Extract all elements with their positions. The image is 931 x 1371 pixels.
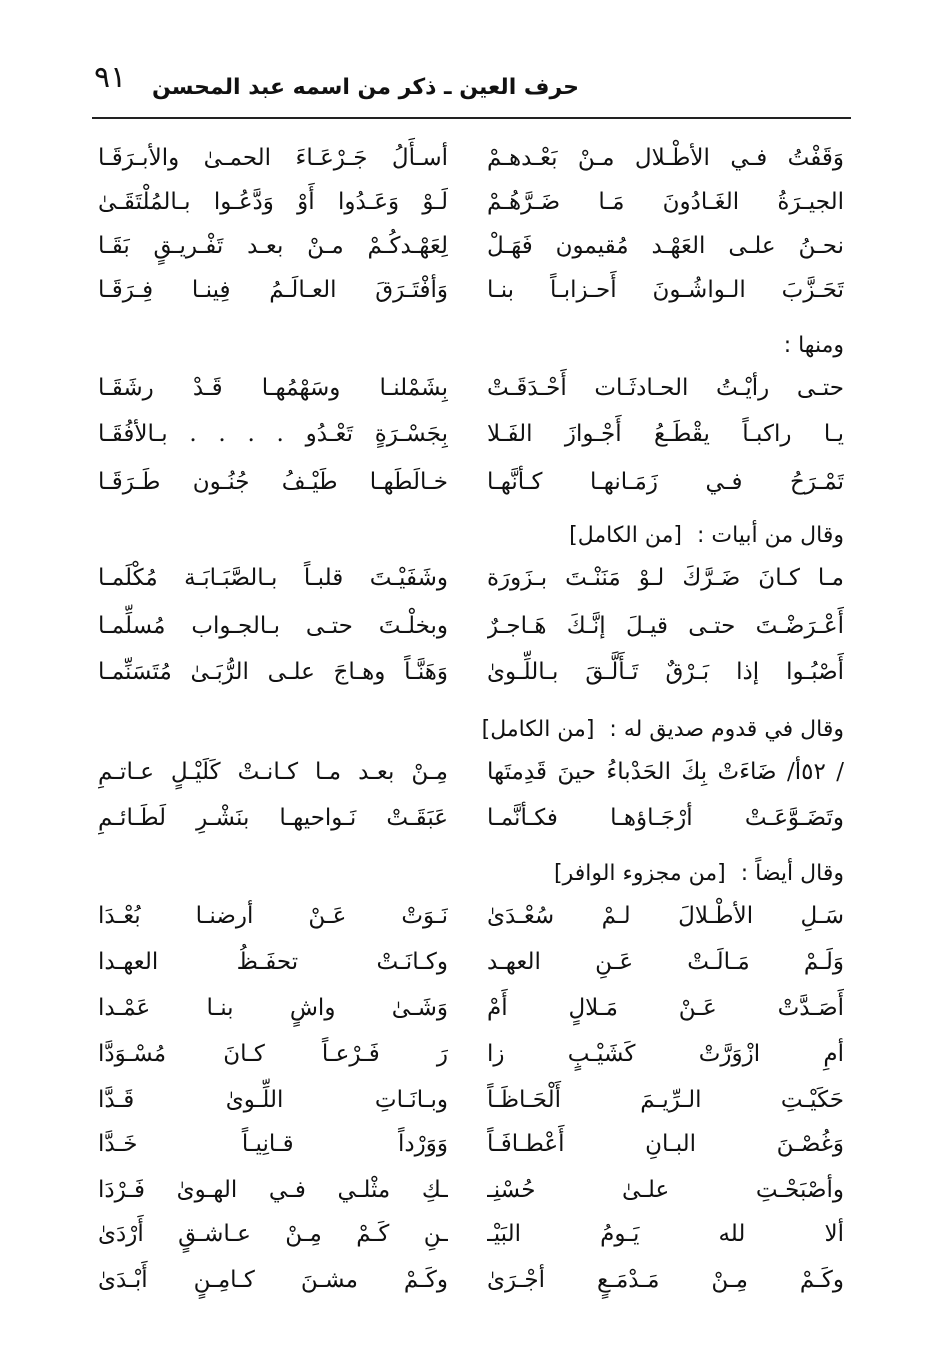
verse-second-hemistich: رَ فَـرْعـاً كـانَ مُسْـوَدَّا [98,1041,448,1067]
page-number: ٩١ [94,60,127,95]
verse-first-hemistich: سَـلِ الأطْـلالَ لـمْ سُعْـدَىٰ [487,903,844,929]
verse-second-hemistich: وَأفْتَـرَقَ العـالَـمُ فِينـا فِـرَقَـا [98,277,448,303]
verse-line [0,604,931,648]
heading-text: وقال في قدوم صديق له : [609,717,844,742]
verse-line [0,556,931,600]
verse-first-hemistich: تَمْـرَحُ فـي زَمَـانهـا كـأنَّهـا [487,469,844,495]
verse-first-hemistich: تَحَـزَّبَ الـواشُـونَ أَحـزابـاً بنـا [487,277,844,303]
verse-first-hemistich: أَصْبُـوا إذا بَـرْقٌ تَـأَلَّـقَ بـاللِّـوىٰ [487,659,844,685]
verse-first-hemistich: وَغُصْـنَ البـانِ أَعْطـافَـاً [487,1131,844,1157]
header-rule [92,117,851,119]
verse-second-hemistich: وشَفَيْـتَ قلبـاً بـالصَّبَـابَـة مُكْلَمـا [98,565,448,591]
verse-second-hemistich: وبـانَـاتِ اللِّـوىٰ قَـدَّا [98,1087,448,1113]
verse-second-hemistich: ـنِ كَـمْ مِـنْ عـاشـقٍ أَرْدَىٰ [98,1221,448,1247]
running-title: حرف العين ـ ذكر من اسمه عبد المحسن [152,75,579,100]
verse-first-hemistich: وكَـمْ مِـنْ مَـدْمَـعٍ أجْـرَىٰ [487,1267,844,1293]
verse-first-hemistich: أَصَـدَّتْ عَـنْ مَـلالٍ أَمْ [487,995,844,1021]
verse-line [0,894,931,938]
verse-first-hemistich: يـا راكبـاً يقْطَـعُ أَجْـوازَ الفَـلا [487,421,844,447]
verse-line [0,180,931,224]
verse-second-hemistich: وَوَرْداً قـانِيـاً خَـدَّا [98,1131,448,1157]
verse-first-hemistich: نحـنُ علـى العَهْـد مُقيمون فَهَـلْ [487,233,844,259]
verse-line [0,1168,931,1212]
meter-label: [من الكامل] [481,717,595,742]
section-heading [244,324,844,368]
verse-first-hemistich: وَقَفْتُ فـي الأطْـلال مـنْ بَعْـدهـمْ [487,145,844,171]
verse-line [0,1212,931,1256]
verse-line [0,1078,931,1122]
verse-first-hemistich: وتَضَـوَّعَـتْ أرْجَـاؤهـا فكـأنَّمـا [487,805,844,831]
verse-second-hemistich: أسـأَلُ جَـرْعَـاءَ الحمـىٰ والأبـرَقَـا [98,145,448,171]
verse-line [0,268,931,312]
verse-line [0,1032,931,1076]
verse-line [0,1122,931,1166]
verse-line [0,796,931,840]
verse-line [0,940,931,984]
heading-text: وقال أيضاً : [740,861,844,886]
verse-second-hemistich: وَهَنَّـاً وهـاجَ علـى الرُّبَـىٰ مُتَسَنِّمـا [98,659,448,685]
verse-first-hemistich: وَلَـمْ مَـالَـتْ عَـنِ العهـد [487,949,844,975]
verse-line [0,412,931,456]
verse-line [0,460,931,504]
verse-first-hemistich: أَعْـرَضْـتَ حتـى قيـلَ إنَّـكَ هَـاجـرٌ [487,613,844,639]
meter-label: [من الكامل] [569,523,682,548]
verse-first-hemistich: مـا كـانَ ضَـرَّكَ لـوْ مَنَنْـتَ بـزَورَة [487,565,844,591]
verse-first-hemistich: الجيـرَةُ الغَـادُونَ مَـا ضَـرَّهُـمْ [487,189,844,215]
verse-second-hemistich: وبخلْـتَ حتـى بـالجـواب مُسلِّمـا [98,613,448,639]
verse-second-hemistich: وكـانَـتْ تحفَـظُ العهـدا [98,949,448,975]
section-heading [244,852,844,896]
verse-first-hemistich: أمِ ازْوَرَّتْ كَشَيْـبٍ زا [487,1041,844,1067]
verse-second-hemistich: وكَـمْ مشـنَ كـامِـنٍ أَبْـدَىٰ [98,1267,448,1293]
verse-line [0,1258,931,1302]
verse-second-hemistich: وَشَـىٰ واشٍ بنـا عَمْـدا [98,995,448,1021]
verse-first-hemistich: ألا لله يَـومُ البَيْـ [487,1221,844,1247]
heading-text: وقال من أبيات : [696,523,844,548]
verse-second-hemistich: بِجَسْـرَةٍ تَعْـدُو . . . . بـالأفُقَـا [98,421,448,447]
section-heading [244,708,844,752]
verse-second-hemistich: لَـوْ وَعَـدُوا أَوْ وَدَّعُـوا بـالمُلْتَقَـىٰ [98,189,448,215]
verse-line [0,986,931,1030]
verse-line [0,366,931,410]
verse-line [0,650,931,694]
verse-second-hemistich: نَـوَتْ عَـنْ أرضنـا بُعْـدَا [98,903,448,929]
verse-second-hemistich: عَبَقَـتْ نَـواحيهـا بنَشْـرِ لَطَـائـمِ [98,805,448,831]
verse-line [0,224,931,268]
heading-text: ومنها : [783,333,844,358]
verse-first-hemistich: / ٥٢أ/ ضَاءَتْ بِكَ الحَدْباءُ حينَ قَدِمتَها [487,759,844,785]
verse-second-hemistich: خـالَطَهـا طَيْـفُ جُنُـون طَـرَقَـا [98,469,448,495]
verse-second-hemistich: مِـنْ بعـد مـا كـانـتْ كَلَيْـلٍ عـاتـمِ [98,759,448,785]
verse-first-hemistich: حَكَيْـتِ الـرِّيـمَ أَلْحَـاظَـاً [487,1087,844,1113]
verse-line [0,136,931,180]
verse-second-hemistich: ـكِ مثْلـي فـي الهـوىٰ فَـرْدَا [98,1177,448,1203]
verse-line [0,750,931,794]
verse-first-hemistich: وأصْبَحْـتِ علـىٰ حُسْنِـ [487,1177,844,1203]
verse-first-hemistich: حتـى رأيْـتُ الحـادثَـات أَحْـدَقَـتْ [487,375,844,401]
verse-second-hemistich: بِشَمْلنـا وسَهْمُهـا قَـدْ رشَقَـا [98,375,448,401]
meter-label: [من مجزوء الوافر] [554,861,726,886]
verse-second-hemistich: لِعَهْـدكُـمْ مـنْ بعـد تَفْـريـقٍ بَقَـا [98,233,448,259]
section-heading [244,514,844,558]
